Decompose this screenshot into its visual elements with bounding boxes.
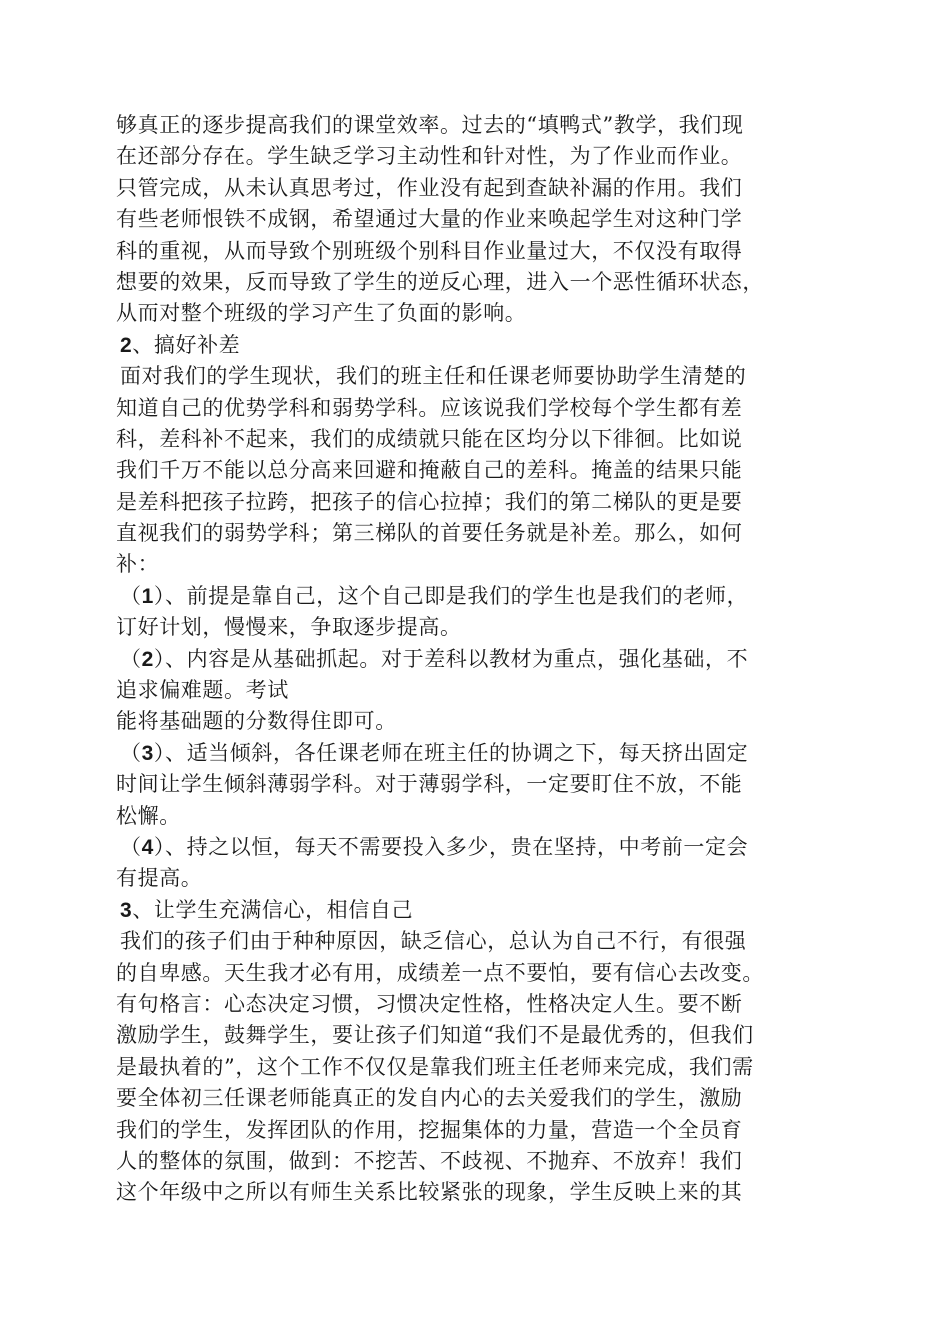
- text-line: 是差科把孩子拉跨，把孩子的信心拉掉；我们的第二梯队的更是要: [116, 489, 743, 514]
- item-text: ）、持之以恒，每天不需要投入多少，贵在坚持，中考前一定会: [153, 834, 749, 859]
- text-line: 科的重视，从而导致个别班级个别科目作业量过大，不仅没有取得: [116, 238, 743, 263]
- text-line: 面对我们的学生现状，我们的班主任和任课老师要协助学生清楚的: [120, 364, 747, 389]
- text-line: 订好计划，慢慢来，争取逐步提高。: [116, 615, 462, 640]
- text-line: 激励学生，鼓舞学生，要让孩子们知道“我们不是最优秀的，但我们: [116, 1023, 754, 1048]
- text-line: 松懈。: [116, 803, 181, 828]
- section-title: 、让学生充满信心，相信自己: [132, 897, 414, 922]
- text-line: 有些老师恨铁不成钢，希望通过大量的作业来唤起学生对这种门学: [116, 207, 743, 232]
- text-line: 科，差科补不起来，我们的成绩就只能在区均分以下徘徊。比如说: [116, 426, 743, 451]
- text-line: 我们千万不能以总分高来回避和掩蔽自己的差科。掩盖的结果只能: [116, 458, 743, 483]
- text-line: 够真正的逐步提高我们的课堂效率。过去的“填鸭式”教学，我们现: [116, 113, 744, 137]
- text-line: 知道自己的优势学科和弱势学科。应该说我们学校每个学生都有差: [116, 395, 743, 420]
- item-number: 1: [141, 584, 154, 608]
- text-line: 有句格言：心态决定习惯，习惯决定性格，性格决定人生。要不断: [116, 991, 743, 1016]
- text-line: 能将基础题的分数得住即可。: [116, 709, 397, 734]
- text-line: 人的整体的氛围，做到：不挖苦、不歧视、不抛弃、不放弃！我们: [116, 1148, 743, 1173]
- item-text: ）、适当倾斜，各任课老师在班主任的协调之下，每天挤出固定: [153, 740, 749, 765]
- section-heading-3: [116, 895, 856, 926]
- list-item-1: [116, 581, 856, 612]
- text-line: 直视我们的弱势学科；第三梯队的首要任务就是补差。那么，如何: [116, 521, 743, 546]
- paren-open: （: [120, 583, 142, 608]
- item-number: 4: [141, 835, 154, 859]
- section-title: 、搞好补差: [132, 332, 241, 357]
- text-line: 我们的孩子们由于种种原因，缺乏信心，总认为自己不行，有很强: [120, 929, 747, 954]
- item-number: 3: [141, 741, 154, 765]
- text-line: 有提高。: [116, 866, 203, 891]
- item-text: ）、前提是靠自己，这个自己即是我们的学生也是我们的老师，: [153, 583, 749, 608]
- list-item-3: [116, 738, 856, 769]
- paren-open: （: [120, 740, 142, 765]
- text-line: 在还部分存在。学生缺乏学习主动性和针对性，为了作业而作业。: [116, 144, 743, 169]
- text-line: 补：: [116, 552, 160, 577]
- text-line: 是最执着的”，这个工作不仅仅是靠我们班主任老师来完成，我们需: [116, 1054, 754, 1079]
- section-heading-2: [116, 330, 856, 361]
- text-line: 从而对整个班级的学习产生了负面的影响。: [116, 301, 527, 326]
- list-item-2: [116, 644, 856, 675]
- text-line: 要全体初三任课老师能真正的发自内心的去关爱我们的学生，激励: [116, 1086, 743, 1111]
- text-line: 我们的学生，发挥团队的作用，挖掘集体的力量，营造一个全员育: [116, 1117, 743, 1142]
- text-line: 时间让学生倾斜薄弱学科。对于薄弱学科，一定要盯住不放，不能: [116, 772, 743, 797]
- body-text: [116, 110, 856, 1209]
- text-line: 想要的效果，反而导致了学生的逆反心理，进入一个恶性循环状态，: [116, 269, 764, 294]
- paren-open: （: [120, 646, 142, 671]
- text-line: 的自卑感。天生我才必有用，成绩差一点不要怕，要有信心去改变。: [116, 960, 764, 985]
- section-number: 3: [120, 898, 133, 922]
- text-line: 追求偏难题。考试: [116, 678, 289, 703]
- paren-open: （: [120, 834, 142, 859]
- text-line: 只管完成，从未认真思考过，作业没有起到查缺补漏的作用。我们: [116, 175, 743, 200]
- item-text: ）、内容是从基础抓起。对于差科以教材为重点，强化基础，不: [153, 646, 749, 671]
- item-number: 2: [141, 647, 154, 671]
- text-line: 这个年级中之所以有师生关系比较紧张的现象，学生反映上来的其: [116, 1180, 743, 1205]
- list-item-4: [116, 832, 856, 863]
- section-number: 2: [120, 333, 133, 357]
